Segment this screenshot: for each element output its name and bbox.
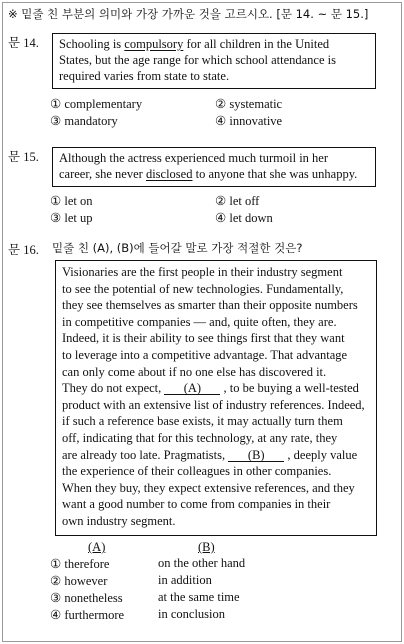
passage-line: are already too late. Pragmatists, (B) , deeply value xyxy=(62,447,358,462)
blank-b: (B) xyxy=(228,449,284,462)
question-16-prompt: 밑줄 친 (A), (B)에 들어갈 말로 가장 적절한 것은? xyxy=(52,241,303,255)
q15-option-4[interactable]: ④ let down xyxy=(215,211,273,225)
section-instruction: ※ 밑줄 친 부분의 의미와 가장 가까운 것을 고르시오. [문 14. ~ 문 15.] xyxy=(8,7,369,21)
passage-line: Schooling is compulsory for all children in the United xyxy=(59,37,330,51)
q14-option-2[interactable]: ② systematic xyxy=(215,97,283,111)
question-14-number: 문 14. xyxy=(8,36,39,50)
passage-line: product with an extensive list of industry references. Indeed, xyxy=(62,397,365,412)
passage-line: the experience of their colleagues in other companies. xyxy=(62,464,332,479)
passage-line: Indeed, it is their ability to see things first that they want xyxy=(62,331,345,346)
passage-line: can only come about if no one else has discovered it. xyxy=(62,364,327,379)
question-14-passage-box xyxy=(52,33,376,89)
passage-line: Visionaries are the first people in their industry segment xyxy=(62,265,343,279)
q15-option-2[interactable]: ② let off xyxy=(215,194,260,208)
q14-option-3[interactable]: ③ mandatory xyxy=(50,114,118,128)
passage-line: own industry segment. xyxy=(62,514,176,528)
q15-option-1[interactable]: ① let on xyxy=(50,194,93,208)
passage-line: They do not expect, (A) , to be buying a well-tested xyxy=(62,381,359,396)
underlined-word: disclosed xyxy=(145,167,193,181)
q14-option-4[interactable]: ④ innovative xyxy=(215,114,283,128)
q15-option-3[interactable]: ③ let up xyxy=(50,211,93,225)
blank-a: (A) xyxy=(164,382,220,395)
passage-line: to see the potential of new technologies. Fundamentally, xyxy=(62,281,344,296)
question-15-passage-box xyxy=(52,147,376,187)
passage-line: States, but the age range for which school attendance is xyxy=(59,53,336,67)
passage-line: to leverage into a competitive advantage. That advantage xyxy=(62,348,348,362)
column-header-b: (B) xyxy=(198,540,215,554)
question-16-passage-box xyxy=(55,260,377,536)
q14-option-1[interactable]: ① complementary xyxy=(50,97,143,111)
passage-line: When they buy, they expect extensive references, and they xyxy=(62,480,355,495)
question-15-number: 문 15. xyxy=(8,150,39,164)
q16-option-2[interactable]: ② however in addition xyxy=(50,573,212,588)
passage-line: they see themselves as smarter than their opposite numbers xyxy=(62,298,358,313)
passage-line: Although the actress experienced much turmoil in her xyxy=(59,151,329,165)
passage-line: career, she never disclosed to anyone that she was unhappy. xyxy=(59,167,358,181)
passage-line: if such a reference base exists, it may actually turn them xyxy=(62,414,343,429)
q16-option-3[interactable]: ③ nonetheless at the same time xyxy=(50,590,240,605)
passage-line: off, indicating that for this technology, at any rate, they xyxy=(62,431,338,445)
passage-line: in competitive companies — and, quite often, they are. xyxy=(62,314,337,329)
passage-line: want a good number to come from companies in their xyxy=(62,497,331,512)
passage-line: required varies from state to state. xyxy=(59,69,230,83)
underlined-word: compulsory xyxy=(124,37,184,51)
q16-option-4[interactable]: ④ furthermore in conclusion xyxy=(50,607,226,622)
q16-option-1[interactable]: ① therefore on the other hand xyxy=(50,556,246,571)
column-header-a: (A) xyxy=(88,540,106,554)
question-16-number: 문 16. xyxy=(8,243,39,257)
